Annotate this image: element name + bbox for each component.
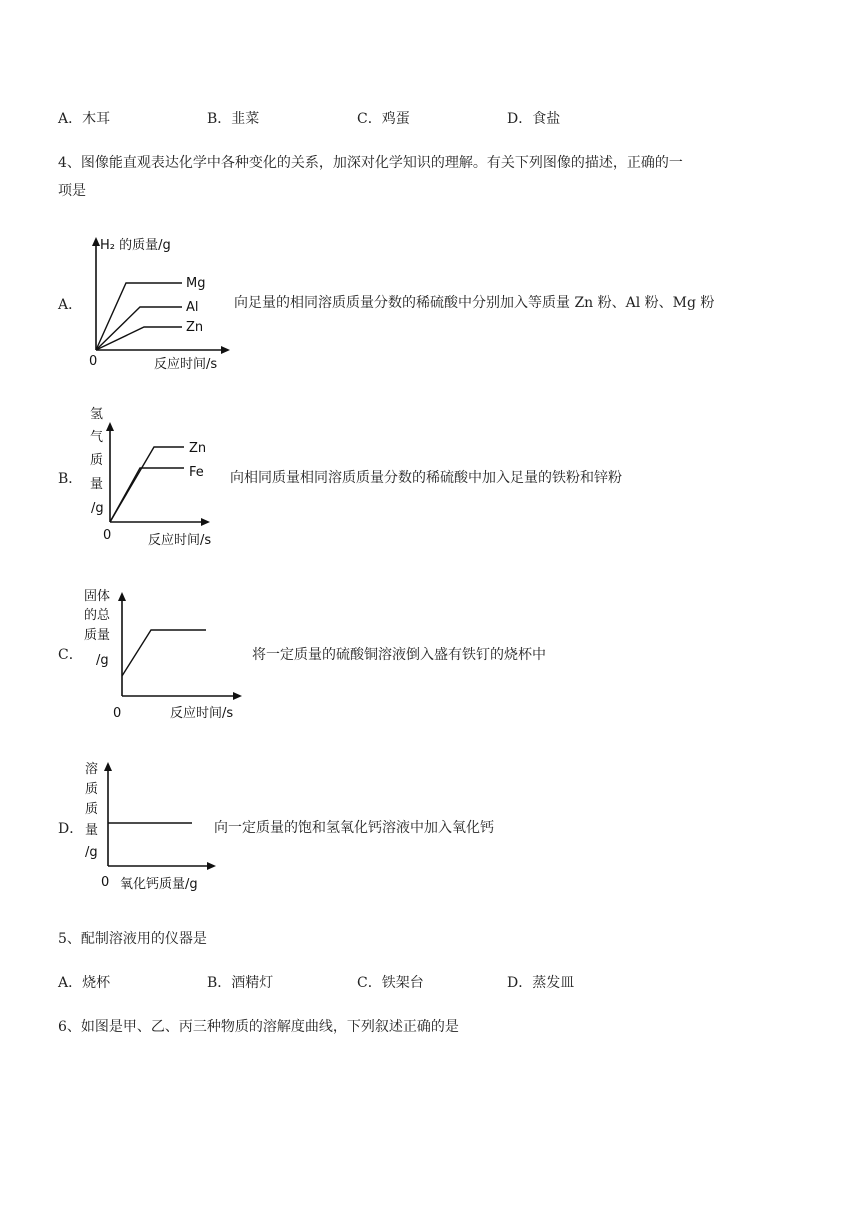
origin-label: 0	[103, 528, 112, 543]
y-axis-label-line: 固体	[84, 589, 111, 604]
q3-option-d: D．食盐	[507, 111, 561, 127]
y-axis-label-line: /g	[85, 845, 98, 860]
x-axis-label: 氧化钙质量/g	[120, 877, 198, 892]
x-axis-label: 反应时间/s	[154, 357, 218, 372]
q4-option-d-graph	[80, 756, 230, 898]
y-axis-label-line: 的总	[84, 608, 111, 623]
q5-option-a: A．烧杯	[58, 975, 111, 991]
q5-option-c: C．铁架台	[357, 975, 424, 991]
y-axis-label-line: 质量	[84, 628, 111, 643]
x-axis-label: 反应时间/s	[170, 706, 234, 721]
y-axis-label-line: /g	[96, 653, 109, 668]
q4-option-b-desc: 向相同质量相同溶质质量分数的稀硫酸中加入足量的铁粉和锌粉	[230, 470, 622, 486]
y-axis-arrow	[118, 592, 126, 601]
q4-option-d-label: D．	[58, 821, 84, 837]
x-axis-arrow	[201, 518, 210, 526]
q4-option-a-desc: 向足量的相同溶质质量分数的稀硫酸中分别加入等质量 Zn 粉、Al 粉、Mg 粉	[234, 295, 715, 311]
series-label-mg: Mg	[186, 276, 206, 291]
series-line-fe	[110, 468, 184, 522]
q3-option-a: A．木耳	[58, 111, 111, 127]
y-axis-label-line: 溶	[85, 762, 99, 777]
x-axis-arrow	[207, 862, 216, 870]
q4-option-d-desc: 向一定质量的饱和氢氧化钙溶液中加入氧化钙	[214, 820, 494, 836]
q4-option-b-graph	[84, 404, 234, 552]
q4-option-c-label: C．	[58, 647, 83, 663]
series-label-zn: Zn	[186, 320, 204, 335]
y-axis-label-line: /g	[91, 501, 104, 516]
y-axis-label-line: 氢	[90, 407, 104, 422]
q4-option-c-desc: 将一定质量的硫酸铜溶液倒入盛有铁钉的烧杯中	[252, 647, 546, 663]
y-axis-arrow	[106, 422, 114, 431]
series-label-al: Al	[186, 300, 199, 315]
q3-option-b: B．韭菜	[207, 111, 260, 127]
y-axis-arrow	[92, 237, 100, 246]
q5-option-d: D．蒸发皿	[507, 975, 575, 991]
y-axis-arrow	[104, 762, 112, 771]
y-axis-label-line: 质	[85, 802, 99, 817]
origin-label: 0	[89, 354, 98, 369]
origin-label: 0	[113, 706, 122, 721]
y-axis-label-line: 质	[85, 782, 99, 797]
series-line-mg	[96, 283, 182, 350]
q4-option-b-label: B．	[58, 471, 83, 487]
q5-option-b: B．酒精灯	[207, 975, 274, 991]
x-axis-label: 反应时间/s	[148, 533, 212, 548]
x-axis-arrow	[233, 692, 242, 700]
q5-stem: 5、配制溶液用的仪器是	[58, 931, 207, 947]
y-axis-label-line: 质	[90, 453, 104, 468]
q4-option-c-graph	[84, 584, 254, 724]
q6-stem: 6、如图是甲、乙、丙三种物质的溶解度曲线，下列叙述正确的是	[58, 1019, 459, 1035]
mass-line	[122, 630, 206, 676]
q4-stem-line2: 项是	[58, 183, 86, 199]
series-label-fe: Fe	[189, 465, 204, 480]
q3-option-c: C．鸡蛋	[357, 111, 410, 127]
q4-option-a-graph	[84, 232, 234, 372]
y-axis-label-line: 量	[85, 823, 99, 838]
q4-stem-line1: 4、图像能直观表达化学中各种变化的关系，加深对化学知识的理解。有关下列图像的描述，正确的一	[58, 155, 683, 171]
y-axis-label-line: 量	[90, 477, 104, 492]
series-line-zn	[110, 447, 184, 522]
series-label-zn: Zn	[189, 441, 207, 456]
origin-label: 0	[101, 875, 110, 890]
series-line-zn	[96, 327, 182, 350]
q4-option-a-label: A．	[58, 297, 83, 313]
y-axis-label-line: 气	[90, 430, 104, 445]
y-axis-label: H₂ 的质量/g	[100, 238, 171, 253]
x-axis-arrow	[221, 346, 230, 354]
